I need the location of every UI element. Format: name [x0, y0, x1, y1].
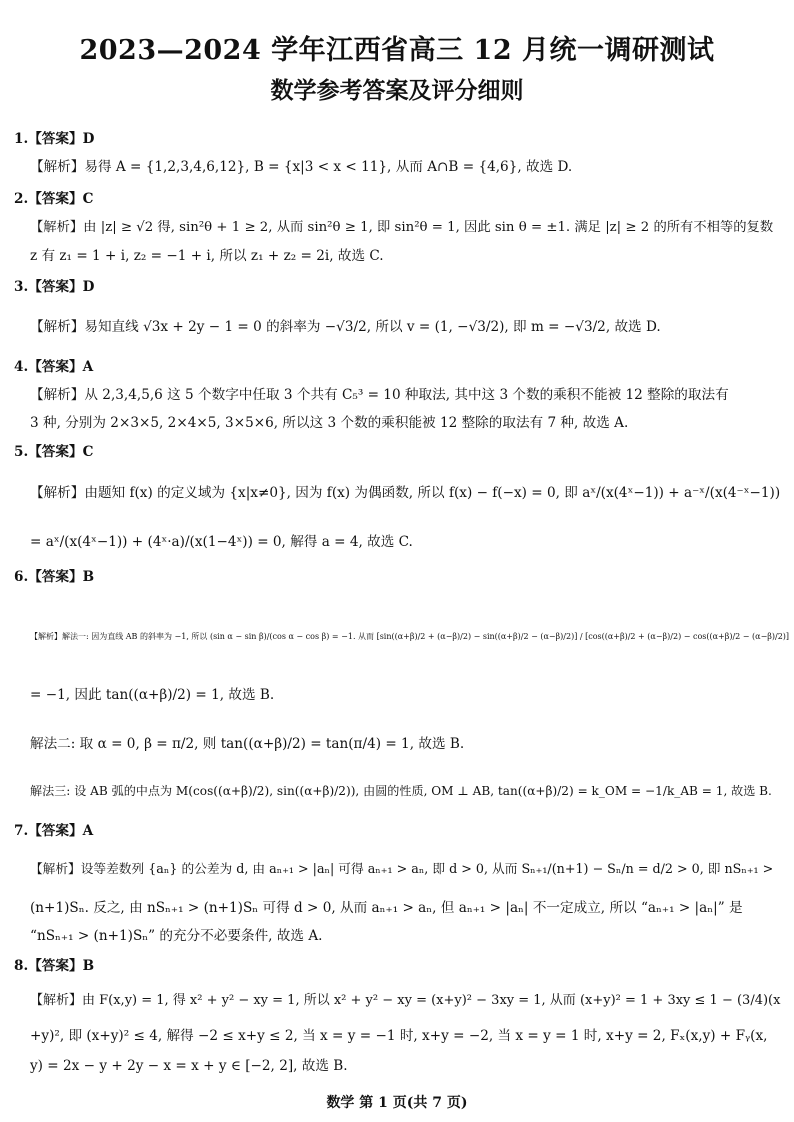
q4-explanation-line2: 3 种, 分别为 2×3×5, 2×4×5, 3×5×6, 所以这 3 个数的乘积能被 12 整除的取法有 7 种, 故选 A.: [30, 415, 629, 431]
document-subtitle: 数学参考答案及评分细则: [270, 77, 524, 104]
page-footer: 数学 第 1 页(共 7 页): [326, 1095, 468, 1111]
q4-explanation-line1: 【解析】从 2,3,4,5,6 这 5 个数字中任取 3 个共有 C₅³ = 10 种取法, 其中这 3 个数的乘积不能被 12 整除的取法有: [30, 387, 729, 403]
q2-explanation-line2: z 有 z₁ = 1 + i, z₂ = −1 + i, 所以 z₁ + z₂ = 2i, 故选 C.: [30, 248, 384, 264]
q3-answer: 3.【答案】D: [14, 279, 95, 295]
q7-answer: 7.【答案】A: [14, 823, 94, 839]
q2-answer: 2.【答案】C: [14, 191, 94, 207]
q2-explanation-line1: 【解析】由 |z| ≥ √2 得, sin²θ + 1 ≥ 2, 从而 sin²θ ≥ 1, 即 sin²θ = 1, 因此 sin θ = ±1. 满足 |z| ≥ 2 的所有不相等的复数: [30, 220, 774, 235]
q1-explanation: 【解析】易得 A = {1,2,3,4,6,12}, B = {x|3 < x < 11}, 从而 A∩B = {4,6}, 故选 D.: [30, 159, 573, 175]
q6-answer: 6.【答案】B: [14, 569, 95, 585]
q1-answer: 1.【答案】D: [14, 131, 95, 147]
q8-explanation-line3: y) = 2x − y + 2y − x = x + y ∈ [−2, 2], 故选 B.: [30, 1058, 348, 1074]
q7-explanation-line2: (n+1)Sₙ. 反之, 由 nSₙ₊₁ > (n+1)Sₙ 可得 d > 0, 从而 aₙ₊₁ > aₙ, 但 aₙ₊₁ > |aₙ| 不一定成立, 所以 “aₙ₊₁ > |aₙ|” 是: [30, 900, 743, 916]
q7-explanation-line3: “nSₙ₊₁ > (n+1)Sₙ” 的充分不必要条件, 故选 A.: [30, 928, 323, 944]
q5-explanation-line1: 【解析】由题知 f(x) 的定义域为 {x|x≠0}, 因为 f(x) 为偶函数, 所以 f(x) − f(−x) = 0, 即 aˣ/(x(4ˣ−1)) + a⁻ˣ/(x(4⁻ˣ−1)): [30, 485, 781, 501]
q5-answer: 5.【答案】C: [14, 444, 94, 460]
q5-explanation-line2: = aˣ/(x(4ˣ−1)) + (4ˣ·a)/(x(1−4ˣ)) = 0, 解得 a = 4, 故选 C.: [30, 534, 413, 550]
q6-method1-line1: 【解析】解法一: 因为直线 AB 的斜率为 −1, 所以 (sin α − sin β)/(cos α − cos β) = −1. 从而 [sin((α+β)/2 + (α−β)/2) − sin((α+β)/2 − (α−β)/2)] / [cos((α+β)/2 + (α−β)/2) − cos((α+β)/2 − (α−β)/2)]: [30, 632, 790, 641]
q6-method3: 解法三: 设 AB 弧的中点为 M(cos((α+β)/2), sin((α+β)/2)), 由圆的性质, OM ⊥ AB, tan((α+β)/2) = k_OM = −1/k_AB = 1, 故选 B.: [30, 784, 772, 798]
q4-answer: 4.【答案】A: [14, 359, 94, 375]
q3-explanation: 【解析】易知直线 √3x + 2y − 1 = 0 的斜率为 −√3/2, 所以 v = (1, −√3/2), 即 m = −√3/2, 故选 D.: [30, 319, 661, 335]
q8-answer: 8.【答案】B: [14, 958, 95, 974]
q6-method2: 解法二: 取 α = 0, β = π/2, 则 tan((α+β)/2) = tan(π/4) = 1, 故选 B.: [30, 736, 465, 752]
document-title: 2023—2024 学年江西省高三 12 月统一调研测试: [79, 35, 715, 66]
q7-explanation-line1: 【解析】设等差数列 {aₙ} 的公差为 d, 由 aₙ₊₁ > |aₙ| 可得 aₙ₊₁ > aₙ, 即 d > 0, 从而 Sₙ₊₁/(n+1) − Sₙ/n = d/2 > 0, 即 nSₙ₊₁ >: [30, 861, 774, 876]
q6-method1-line2: = −1, 因此 tan((α+β)/2) = 1, 故选 B.: [30, 687, 275, 703]
q8-explanation-line2: +y)², 即 (x+y)² ≤ 4, 解得 −2 ≤ x+y ≤ 2, 当 x = y = −1 时, x+y = −2, 当 x = y = 1 时, x+y = 2, Fₓ(x,y) + Fᵧ(x,: [30, 1028, 768, 1044]
q8-explanation-line1: 【解析】由 F(x,y) = 1, 得 x² + y² − xy = 1, 所以 x² + y² − xy = (x+y)² − 3xy = 1, 从而 (x+y)² = 1 + 3xy ≤ 1 − (3/4)(x: [30, 993, 781, 1008]
